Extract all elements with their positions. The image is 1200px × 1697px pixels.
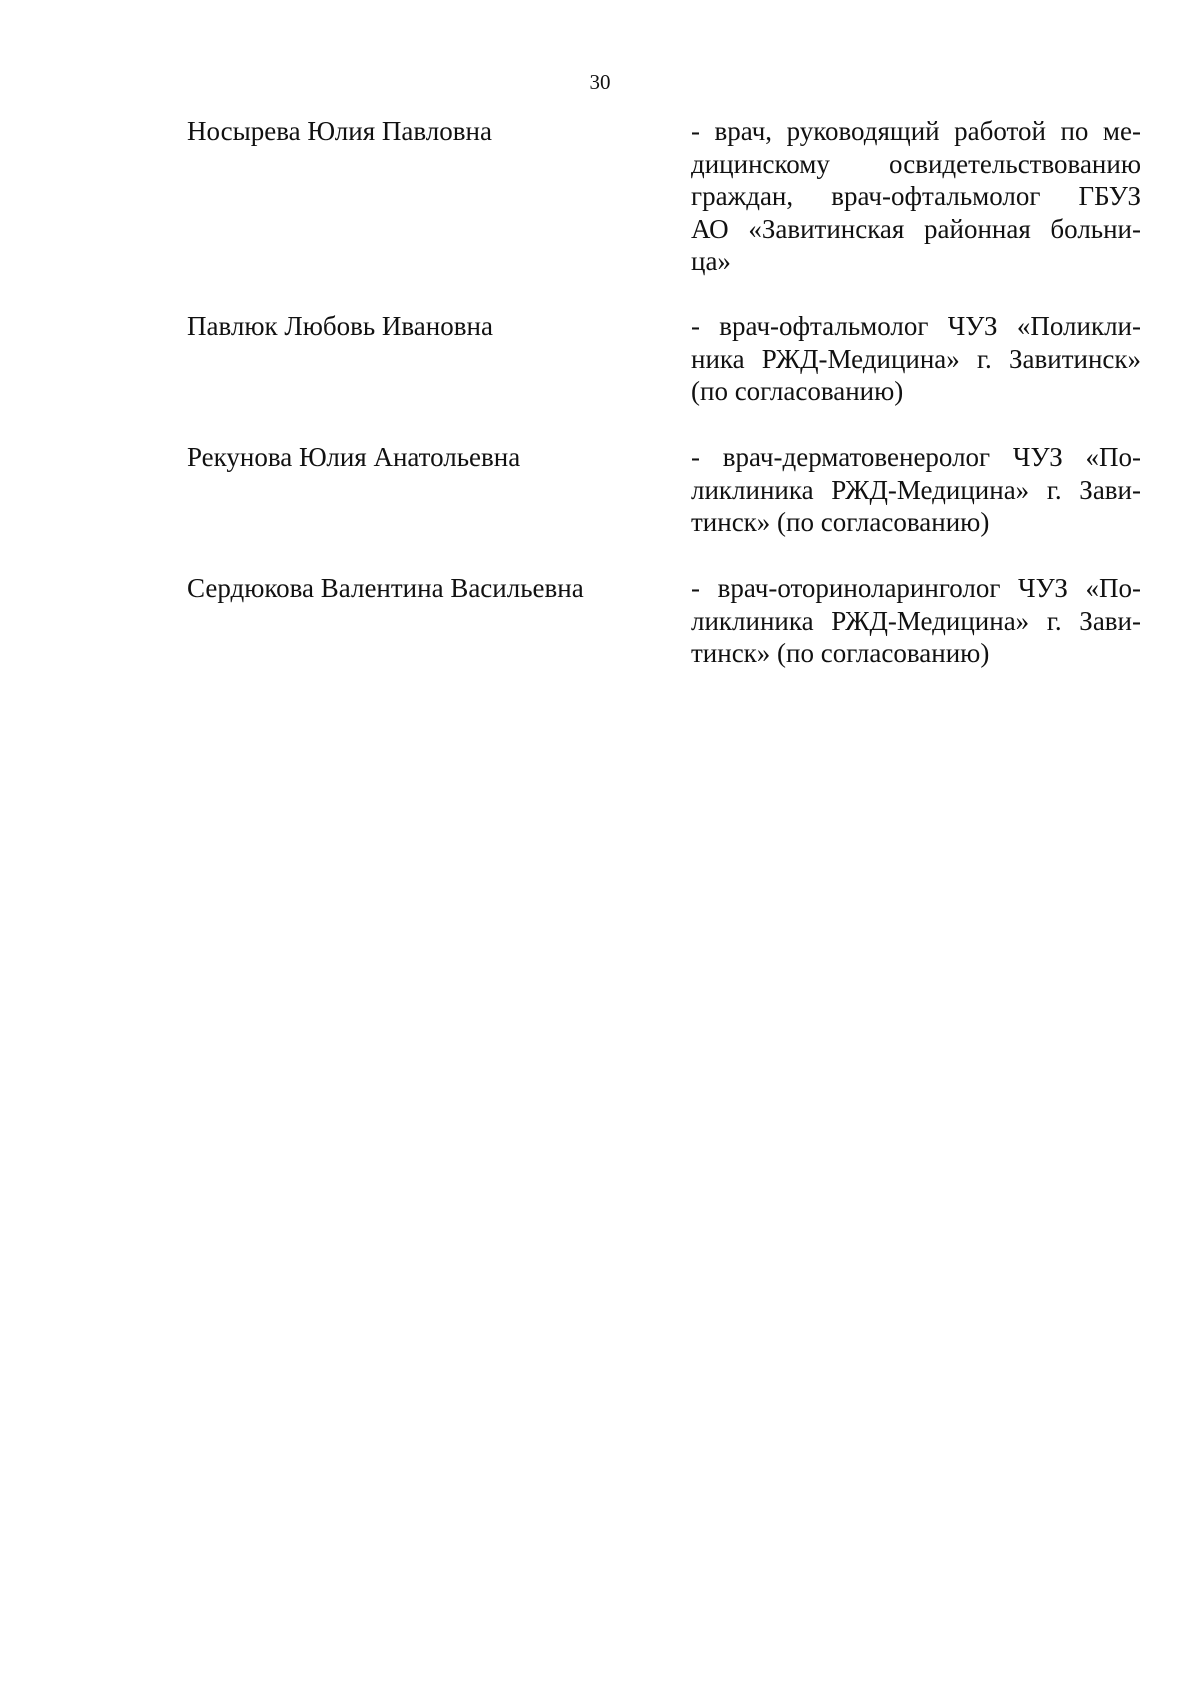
page-number: 30 bbox=[589, 70, 611, 94]
member-description bbox=[691, 441, 1141, 539]
description-line: ликлиника РЖД-Медицина» г. Зави- bbox=[691, 474, 1141, 505]
member-description bbox=[691, 310, 1141, 408]
member-name: Носырева Юлия Павловна bbox=[187, 116, 492, 146]
description-line: граждан, врач-офтальмолог ГБУЗ bbox=[691, 181, 1141, 211]
description-line: - врач, руководящий работой по ме- bbox=[691, 116, 1141, 146]
description-line: ника РЖД-Медицина» г. Завитинск» bbox=[691, 343, 1141, 374]
description-line: - врач-оториноларинголог ЧУЗ «По- bbox=[691, 573, 1141, 603]
member-description bbox=[691, 115, 1141, 278]
member-name: Рекунова Юлия Анатольевна bbox=[187, 442, 521, 472]
description-line: ца» bbox=[691, 246, 731, 276]
description-line: дицинскому освидетельствованию bbox=[691, 148, 1141, 179]
description-line: - врач-офтальмолог ЧУЗ «Поликли- bbox=[691, 311, 1141, 341]
member-name: Павлюк Любовь Ивановна bbox=[187, 311, 493, 341]
description-line: тинск» (по согласованию) bbox=[691, 507, 990, 537]
member-description bbox=[691, 572, 1141, 670]
description-line: - врач-дерматовенеролог ЧУЗ «По- bbox=[691, 442, 1141, 472]
member-name: Сердюкова Валентина Васильевна bbox=[187, 573, 584, 603]
description-line: АО «Завитинская районная больни- bbox=[691, 213, 1141, 244]
description-line: (по согласованию) bbox=[691, 376, 904, 406]
description-line: ликлиника РЖД-Медицина» г. Зави- bbox=[691, 605, 1141, 636]
description-line: тинск» (по согласованию) bbox=[691, 638, 990, 668]
